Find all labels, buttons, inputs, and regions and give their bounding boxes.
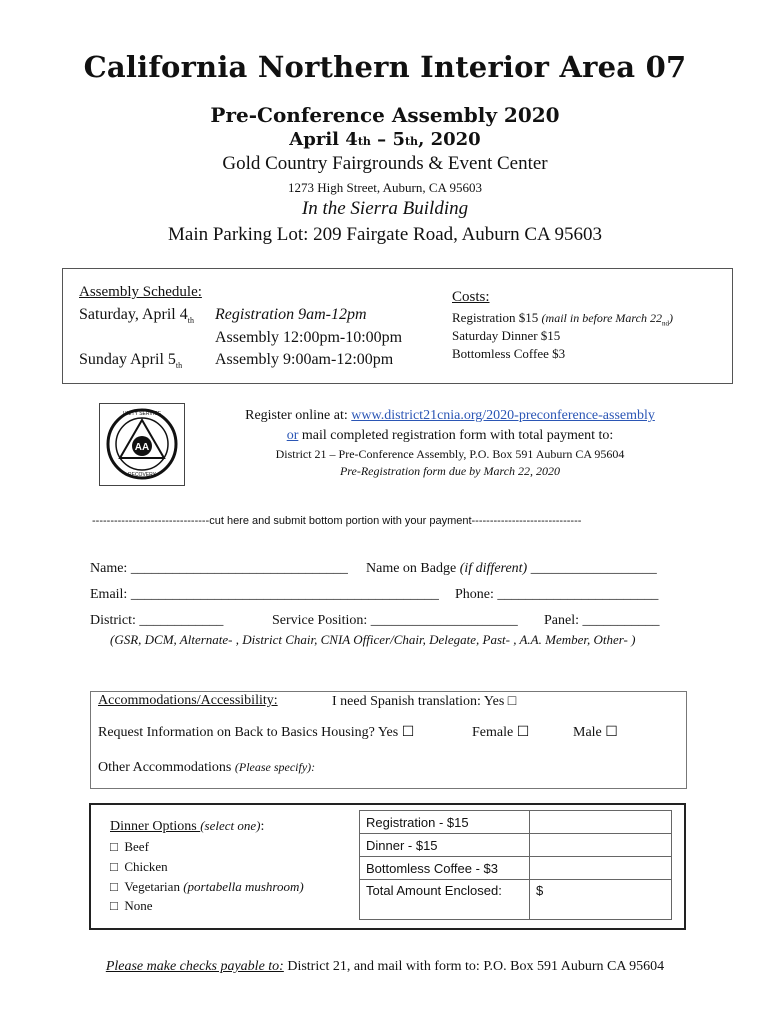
cost-row-amount[interactable]	[530, 811, 672, 834]
cost-row-label: Registration - $15	[360, 811, 530, 834]
cost-dinner: Saturday Dinner $15	[452, 328, 561, 343]
saturday-assembly: Assembly 12:00pm-10:00pm	[215, 329, 403, 346]
register-due-line: Pre-Registration form due by March 22, 2020	[339, 464, 561, 478]
dinner-options-title: Dinner Options (select one):	[110, 818, 265, 834]
register-url-link[interactable]: www.district21cnia.org/2020-preconference-assembly	[351, 408, 655, 423]
cost-coffee: Bottomless Coffee $3	[452, 346, 566, 361]
total-amount-cell[interactable]: $	[530, 880, 672, 920]
sunday-label: Sunday April $5_{th}$	[79, 351, 183, 371]
costs-title: Costs:	[452, 289, 490, 305]
positions-note: (GSR, DCM, Alternate- , District Chair, CNIA Officer/Chair, Delegate, Past- , A.A. Member, Other- )	[110, 632, 636, 647]
dinner-option-none[interactable]: □ None	[110, 898, 153, 913]
page-title: California Northern Interior Area 07	[83, 50, 687, 84]
payment-instructions: Please make checks payable to: District 21, and mail with form to: P.O. Box 591 Auburn CA 95604	[105, 959, 665, 974]
parking-info: Main Parking Lot: 209 Fairgate Road, Auburn CA 95603	[168, 224, 602, 245]
panel-field[interactable]: Panel: ___________	[544, 613, 660, 628]
district-field[interactable]: District: ____________	[90, 613, 224, 628]
table-row	[360, 880, 672, 920]
register-mail-line: or mail completed registration form with total payment to:	[286, 428, 614, 443]
register-or-link[interactable]: or	[286, 428, 299, 443]
dinner-option-beef[interactable]: □ Beef	[110, 839, 149, 854]
aa-logo-letters: AA	[134, 442, 150, 453]
service-position-field[interactable]: Service Position: _____________________	[272, 613, 518, 628]
event-dates: April 4th – 5th, 2020	[289, 129, 481, 150]
email-field[interactable]: Email: ____________________________________________	[90, 587, 439, 602]
other-accommodations-field[interactable]: Other Accommodations (Please specify):	[98, 760, 316, 775]
male-checkbox[interactable]: Male ☐	[573, 725, 618, 740]
building-name: In the Sierra Building	[301, 198, 469, 219]
dinner-option-vegetarian[interactable]: □ Vegetarian (portabella mushroom)	[110, 879, 304, 894]
aa-logo-ring-top: UNITY SERVICE	[122, 411, 162, 417]
sunday-assembly: Assembly 9:00am-12:00pm	[215, 351, 394, 368]
cost-row-label: Dinner - $15	[360, 834, 530, 857]
table-row	[360, 857, 672, 880]
spanish-translation-checkbox[interactable]: I need Spanish translation: Yes □	[332, 694, 517, 709]
cost-row-label: Total Amount Enclosed:	[360, 880, 530, 920]
dinner-option-chicken[interactable]: □ Chicken	[110, 859, 168, 874]
cost-registration: Registration $15 (mail in before March $22_{nd}$)	[452, 310, 673, 328]
phone-field[interactable]: Phone: _______________________	[455, 587, 659, 602]
female-checkbox[interactable]: Female ☐	[472, 725, 530, 740]
accommodations-title: Accommodations/Accessibility:	[98, 693, 278, 708]
schedule-title: Assembly Schedule:	[79, 284, 202, 300]
table-row	[360, 811, 672, 834]
register-online-line: Register online at: www.district21cnia.org/2020-preconference-assembly	[245, 408, 655, 423]
aa-circle-triangle-icon	[100, 404, 184, 485]
table-row	[360, 834, 672, 857]
cost-row-amount[interactable]	[530, 857, 672, 880]
housing-checkbox[interactable]: Request Information on Back to Basics Housing? Yes ☐	[98, 725, 415, 740]
cost-row-amount[interactable]	[530, 834, 672, 857]
saturday-label: Saturday, April $4_{th}$	[79, 306, 194, 326]
page-subtitle: Pre-Conference Assembly 2020	[210, 103, 560, 127]
badge-name-field[interactable]: Name on Badge (if different) __________________	[366, 561, 657, 576]
register-address-line: District 21 – Pre-Conference Assembly, P.O. Box 591 Auburn CA 95604	[275, 447, 625, 461]
cut-line: --------------------------------cut here and submit bottom portion with your payment------------------------------	[92, 515, 582, 527]
saturday-registration: Registration 9am-12pm	[215, 306, 367, 323]
name-field[interactable]: Name: _______________________________	[90, 561, 348, 576]
cost-table	[359, 810, 672, 920]
aa-logo-ring-bottom: RECOVERY	[128, 472, 156, 478]
venue-name: Gold Country Fairgrounds & Event Center	[222, 153, 548, 174]
venue-address: 1273 High Street, Auburn, CA 95603	[288, 180, 482, 195]
aa-logo	[99, 403, 185, 486]
cost-row-label: Bottomless Coffee - $3	[360, 857, 530, 880]
